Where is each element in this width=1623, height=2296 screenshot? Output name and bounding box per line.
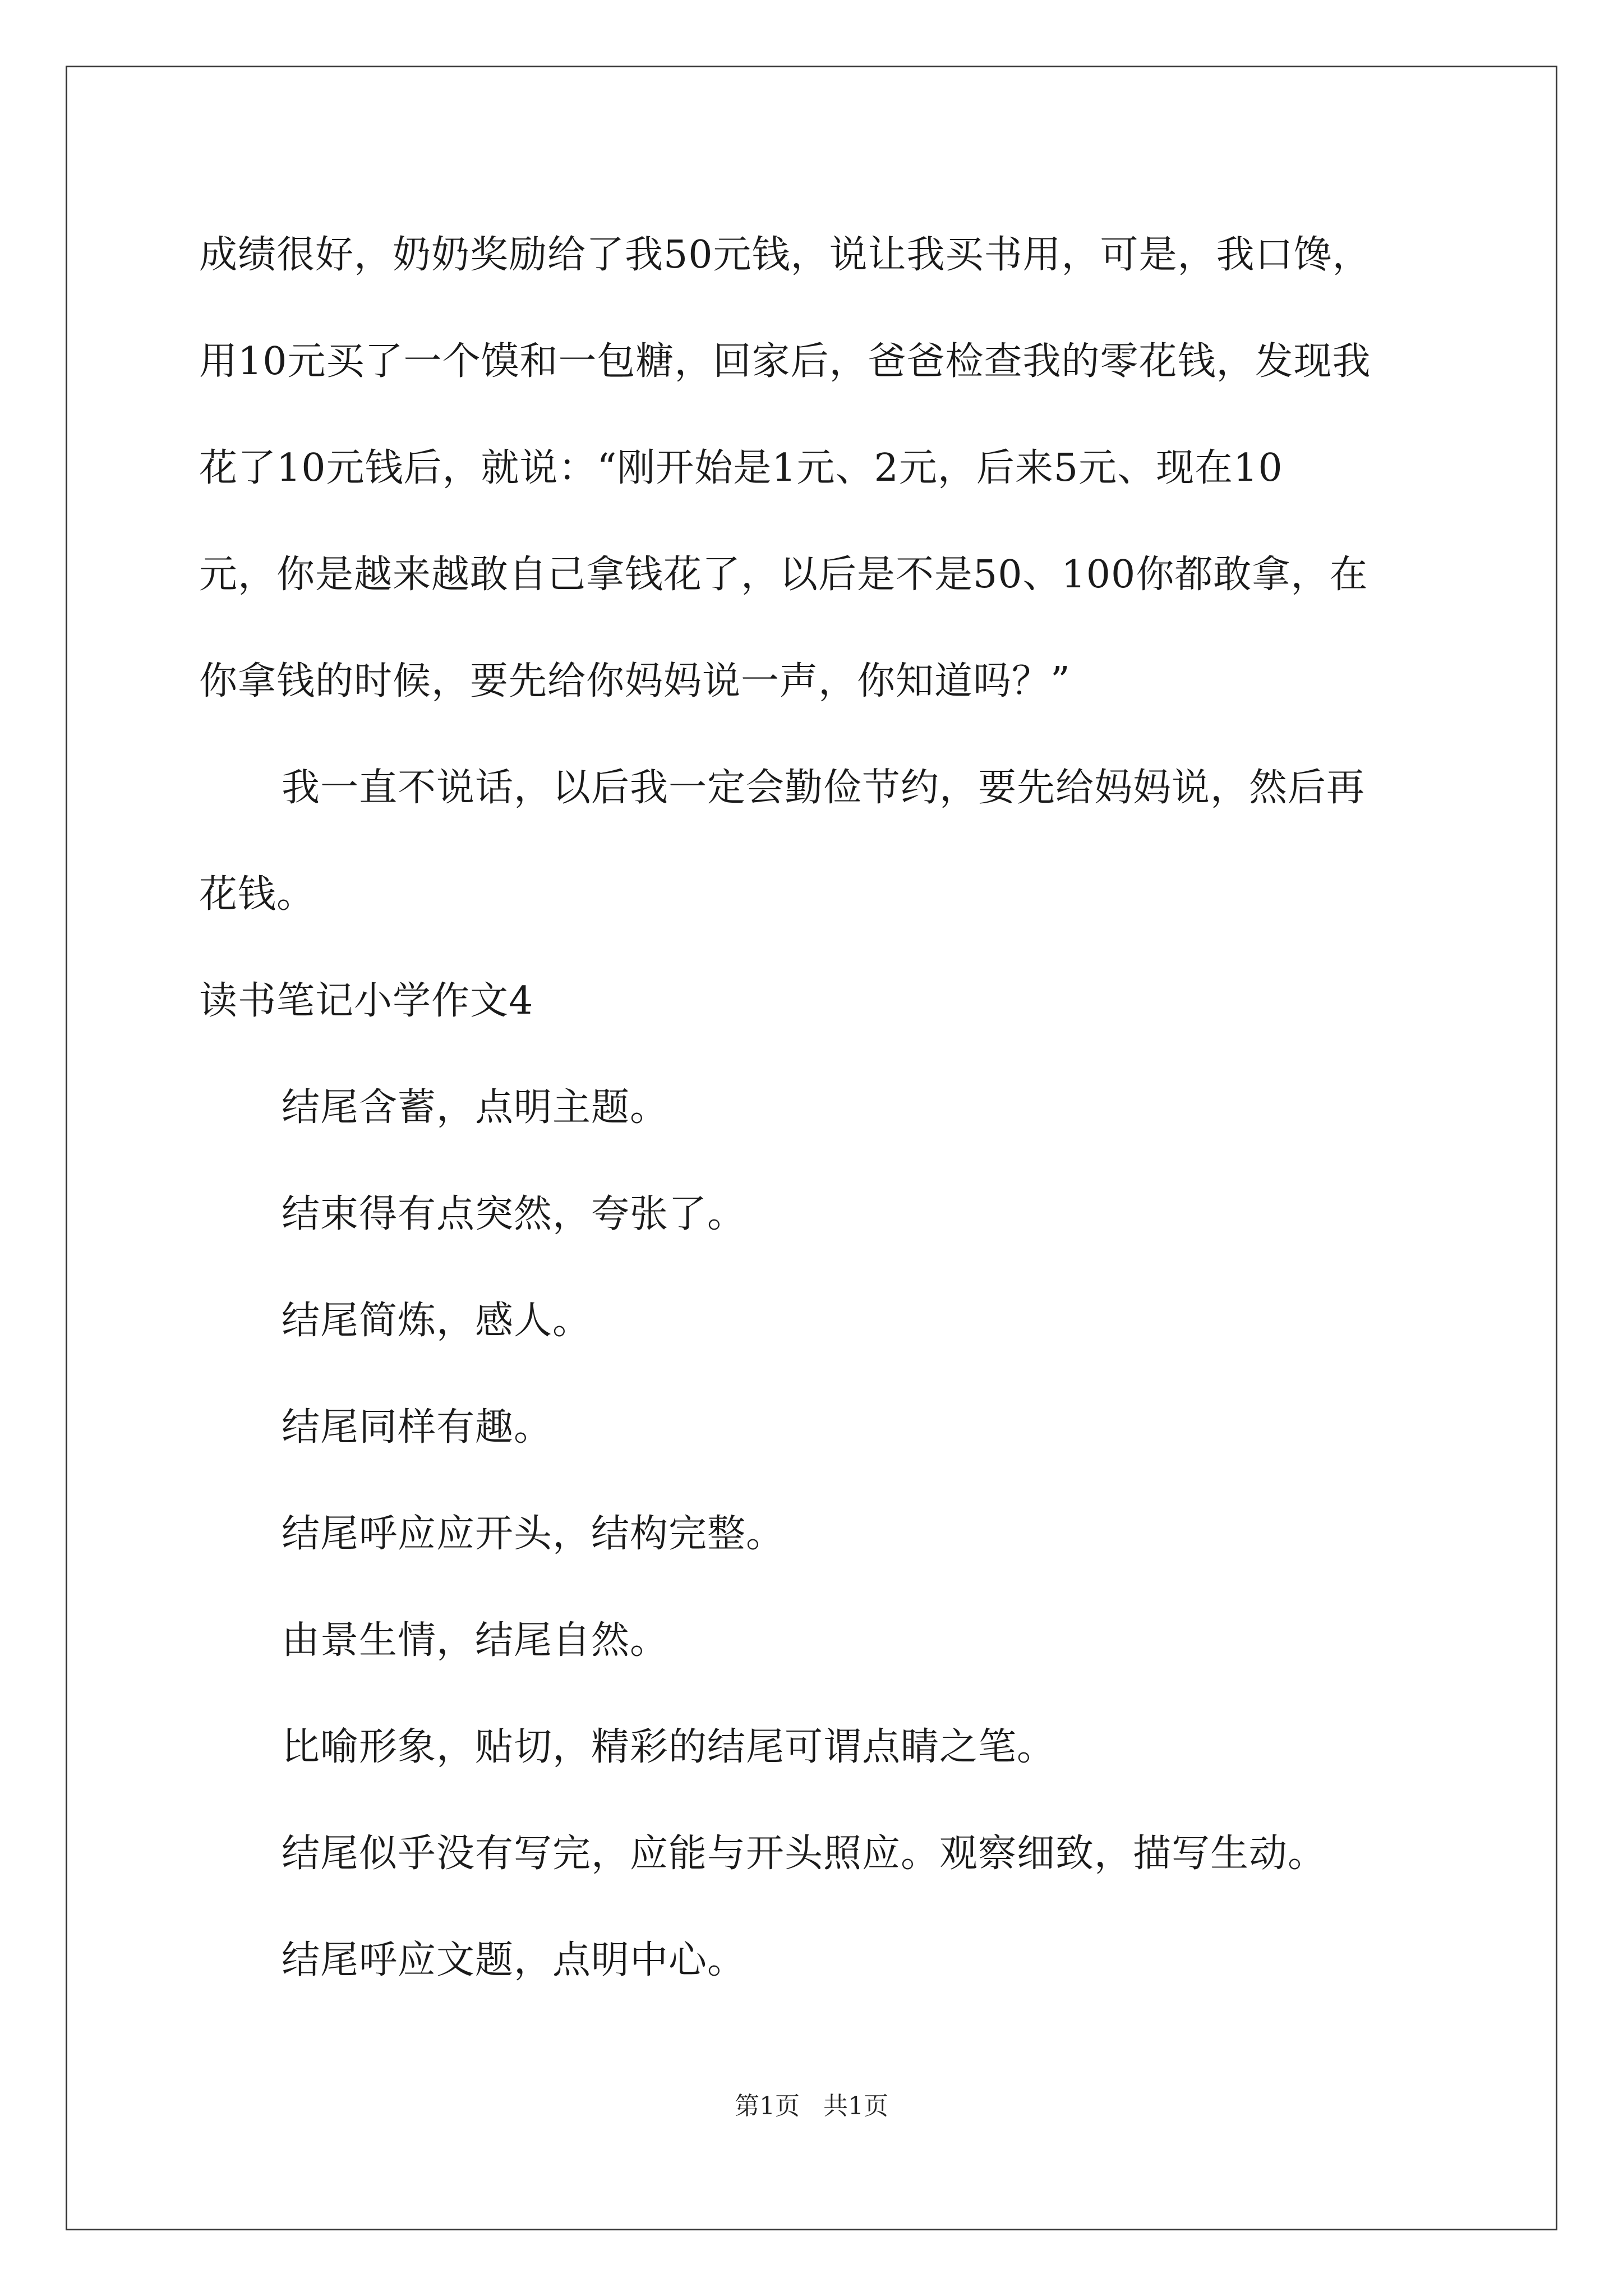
text-line: 成绩很好，奶奶奖励给了我50元钱，说让我买书用，可是，我口馋，: [199, 233, 1371, 277]
text-line: 我一直不说话，以后我一定会勤俭节约，要先给妈妈说，然后再: [282, 766, 1366, 810]
text-line: 花钱。: [199, 872, 316, 917]
comment-line: 结尾含蓄，点明主题。: [282, 1085, 669, 1130]
comment-line: 结尾似乎没有写完，应能与开头照应。观察细致，描写生动。: [282, 1832, 1327, 1876]
text-line: 花了10元钱后，就说：“刚开始是1元、2元，后来5元、现在10: [199, 446, 1283, 490]
section-heading: 读书笔记小学作文4: [199, 979, 534, 1023]
comment-line: 结尾呼应文题，点明中心。: [282, 1938, 746, 1982]
page-footer: 第1页 共1页: [735, 2092, 888, 2120]
comment-line: 比喻形象，贴切，精彩的结尾可谓点睛之笔。: [282, 1725, 1056, 1769]
document-body: [199, 202, 1450, 2014]
comment-line: 结束得有点突然，夸张了。: [282, 1192, 746, 1236]
text-line: 元，你是越来越敢自己拿钱花了，以后是不是50、100你都敢拿，在: [199, 553, 1368, 597]
comment-line: 由景生情，结尾自然。: [282, 1618, 669, 1663]
comment-line: 结尾同样有趣。: [282, 1405, 553, 1450]
text-line: 用10元买了一个馍和一包糖，回家后，爸爸检查我的零花钱，发现我: [199, 339, 1371, 384]
comment-line: 结尾简炼，感人。: [282, 1299, 592, 1343]
comment-line: 结尾呼应应开头，结构完整。: [282, 1512, 785, 1556]
text-line: 你拿钱的时候，要先给你妈妈说一声，你知道吗？”: [199, 659, 1071, 703]
